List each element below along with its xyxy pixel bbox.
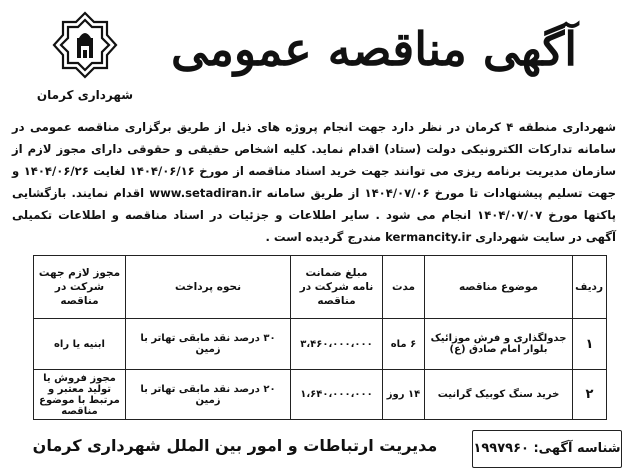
kerman-municipality-logo-icon (50, 10, 120, 80)
footer (0, 424, 470, 468)
cell-license: مجوز فروش یا تولید معتبر و مرتبط با موضوع مناقصه (34, 370, 126, 420)
setadiran-link[interactable]: www.setadiran.ir (149, 186, 262, 200)
kermancity-link[interactable]: kermancity.ir (385, 230, 472, 244)
notice-title: آگهی مناقصه عمومی (170, 22, 578, 76)
cell-payment: ۳۰ درصد نقد مابقی تهاتر با زمین (126, 319, 291, 370)
footer-title: مدیریت ارتباطات و امور بین الملل شهرداری کرمان (32, 436, 438, 455)
body-text-part-2: اقدام نمایند. بازگشایی پاکتها مورخ ۱۴۰۴/۰۷/۰۷ انجام می شود . سایر اطلاعات و جزئیات در اسناد مناقصه و اطلاعات تکمیلی آگهی در سایت شهرداری (12, 186, 616, 244)
header-subject: موضوع مناقصه (425, 256, 573, 319)
cell-duration: ۶ ماه (383, 319, 425, 370)
table-header-row (34, 256, 607, 319)
cell-subject: خرید سنگ کوبیک گرانیت (425, 370, 573, 420)
header-payment: نحوه پرداخت (126, 256, 291, 319)
tender-table (33, 255, 607, 420)
header (0, 0, 628, 115)
header-row-number: ردیف (573, 256, 607, 319)
header-duration: مدت (383, 256, 425, 319)
body-text-part-3: مندرج گردیده است . (265, 230, 386, 244)
body-text-part-1: شهرداری منطقه ۴ کرمان در نظر دارد جهت انجام پروژه های ذیل از طریق برگزاری مناقصه عمومی در سامانه تدارکات الکترونیکی دولت (ستاد) اقدام نماید. کلیه اشخاص حقیقی و حقوقی دارای مجوز لازم از سازمان مدیریت برنامه ریزی می توانند جهت خرید اسناد مناقصه از مورخ ۱۴۰۴/۰۶/۱۶ لغایت ۱۴۰۴/۰۶/۲۶ و جهت تسلیم پیشنهادات تا مورخ ۱۴۰۴/۰۷/۰۶ از طریق سامانه (12, 120, 616, 200)
cell-payment: ۲۰ درصد نقد مابقی تهاتر با زمین (126, 370, 291, 420)
cell-row-number: ۱ (573, 319, 607, 370)
cell-guarantee: ۱،۶۴۰،۰۰۰،۰۰۰ (291, 370, 383, 420)
logo (30, 10, 140, 110)
header-guarantee: مبلغ ضمانت نامه شرکت در مناقصه (291, 256, 383, 319)
cell-license: ابنیه یا راه (34, 319, 126, 370)
header-license: مجوز لازم جهت شرکت در مناقصه (34, 256, 126, 319)
notice-id-box: شناسه آگهی: ۱۹۹۷۹۶۰ (472, 430, 622, 468)
table-row (34, 319, 607, 370)
cell-row-number: ۲ (573, 370, 607, 420)
logo-caption: شهرداری کرمان (36, 88, 134, 102)
notice-body (12, 116, 616, 248)
cell-guarantee: ۳،۴۶۰،۰۰۰،۰۰۰ (291, 319, 383, 370)
cell-duration: ۱۴ روز (383, 370, 425, 420)
cell-subject: جدولگذاری و فرش موزائیک بلوار امام صادق (ع) (425, 319, 573, 370)
table-row (34, 370, 607, 420)
